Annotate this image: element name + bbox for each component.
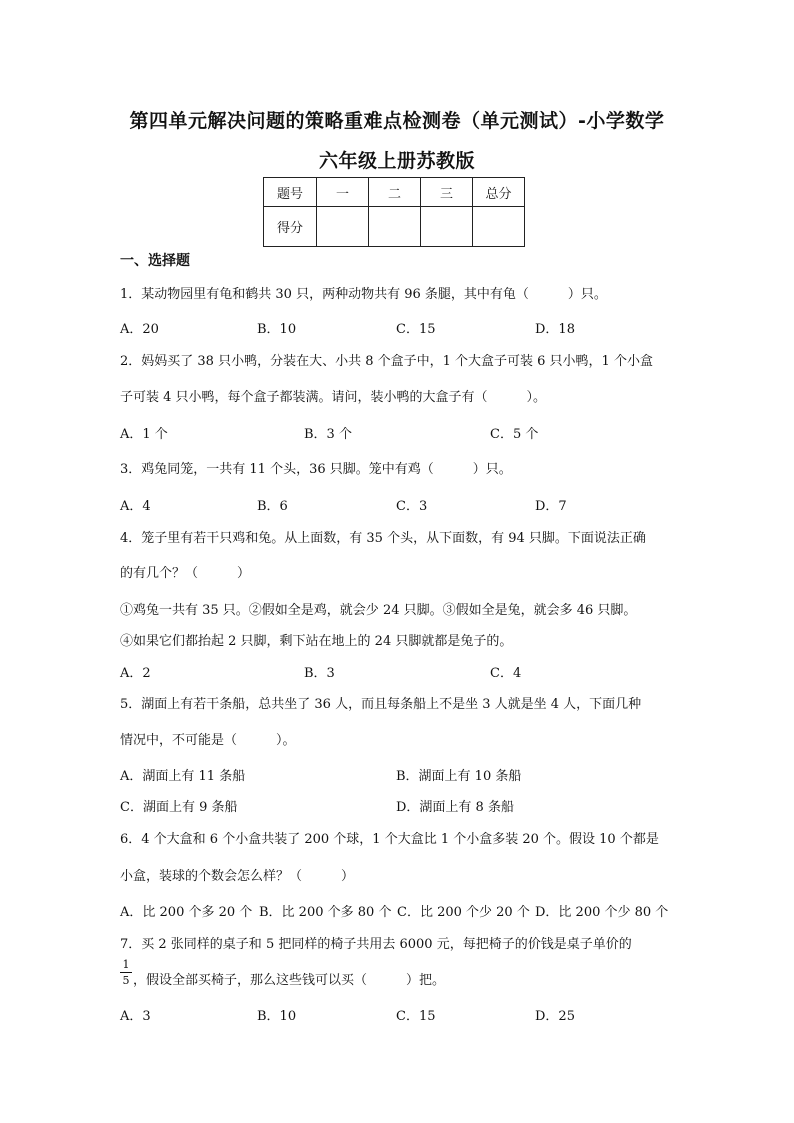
question-4-text-line-2: 的有几个？（ ） — [120, 566, 251, 581]
question-5-text-line-2: 情况中，不可能是（ ）。 — [120, 733, 296, 748]
question-7-option-d[interactable]: D．25 — [535, 1009, 575, 1024]
question-5-option-d[interactable]: D．湖面上有 8 条船 — [396, 800, 514, 815]
question-6-text-line-2: 小盒，装球的个数会怎么样？（ ） — [120, 869, 355, 884]
question-2-option-b[interactable]: B．3 个 — [304, 427, 352, 442]
fraction-numerator: 1 — [122, 958, 130, 971]
question-1-option-b[interactable]: B．10 — [257, 322, 297, 337]
question-6-option-b[interactable]: B．比 200 个多 80 个 — [259, 905, 392, 920]
question-1-option-a[interactable]: A．20 — [120, 322, 159, 337]
question-7-option-b[interactable]: B．10 — [257, 1009, 297, 1024]
score-table-header-cell: 总分 — [473, 178, 525, 207]
document-title-line-2: 六年级上册苏教版 — [318, 150, 475, 172]
fraction-denominator: 5 — [122, 974, 130, 987]
question-6-text-line-1: 6．4 个大盒和 6 个小盒共装了 200 个球，1 个大盒比 1 个小盒多装 20 个。假设 10 个都是 — [120, 832, 659, 847]
question-6-option-d[interactable]: D．比 200 个少 80 个 — [535, 905, 669, 920]
question-4-option-c[interactable]: C．4 — [490, 666, 522, 681]
question-7-text-line-2: ，假设全部买椅子，那么这些钱可以买（ ）把。 — [133, 973, 446, 988]
question-2-text-line-2: 子可装 4 只小鸭，每个盒子都装满。请问，装小鸭的大盒子有（ ）。 — [120, 390, 547, 405]
question-3-option-a[interactable]: A．4 — [120, 499, 151, 514]
score-table-header-cell: 二 — [369, 178, 421, 207]
question-6-option-c[interactable]: C．比 200 个少 20 个 — [397, 905, 530, 920]
score-table-score-row — [264, 207, 525, 247]
score-table-header-cell: 题号 — [264, 178, 317, 207]
question-7-option-c[interactable]: C．15 — [396, 1009, 436, 1024]
score-table-header-cell: 三 — [421, 178, 473, 207]
score-table — [263, 177, 525, 247]
question-2-option-a[interactable]: A．1 个 — [120, 427, 168, 442]
fraction-bar — [120, 972, 132, 973]
score-table-row-label: 得分 — [264, 207, 317, 247]
score-entry-cell[interactable] — [473, 207, 525, 247]
question-4-text-line-1: 4．笼子里有若干只鸡和兔。从上面数，有 35 个头，从下面数，有 94 只脚。下面说法正确 — [120, 531, 646, 546]
question-4-statement-line-2: ④如果它们都抬起 2 只脚，剩下站在地上的 24 只脚就都是兔子的。 — [120, 634, 513, 649]
score-table-header-cell: 一 — [317, 178, 369, 207]
question-7-text-line-1: 7．买 2 张同样的桌子和 5 把同样的椅子共用去 6000 元，每把椅子的价钱是桌子单价的 — [120, 937, 632, 952]
question-2-option-c[interactable]: C．5 个 — [490, 427, 539, 442]
question-6-option-a[interactable]: A．比 200 个多 20 个 — [120, 905, 253, 920]
question-7-option-a[interactable]: A．3 — [120, 1009, 151, 1024]
question-3-text: 3．鸡兔同笼，一共有 11 个头，36 只脚。笼中有鸡（ ）只。 — [120, 462, 512, 477]
question-3-option-c[interactable]: C．3 — [396, 499, 428, 514]
question-5-option-a[interactable]: A．湖面上有 11 条船 — [120, 769, 246, 784]
question-4-statement-line-1: ①鸡兔一共有 35 只。②假如全是鸡，就会少 24 只脚。③假如全是兔，就会多 46 只脚。 — [120, 603, 637, 618]
question-1-option-d[interactable]: D．18 — [535, 322, 575, 337]
question-5-text-line-1: 5．湖面上有若干条船，总共坐了 36 人，而且每条船上不是坐 3 人就是坐 4 人，下面几种 — [120, 697, 642, 712]
score-entry-cell[interactable] — [421, 207, 473, 247]
question-5-option-b[interactable]: B．湖面上有 10 条船 — [396, 769, 522, 784]
question-3-option-b[interactable]: B．6 — [257, 499, 288, 514]
question-5-option-c[interactable]: C．湖面上有 9 条船 — [120, 800, 238, 815]
question-1-text: 1．某动物园里有龟和鹤共 30 只，两种动物共有 96 条腿，其中有龟（ ）只。 — [120, 287, 607, 302]
question-4-option-a[interactable]: A．2 — [120, 666, 151, 681]
score-entry-cell[interactable] — [317, 207, 369, 247]
question-3-option-d[interactable]: D．7 — [535, 499, 567, 514]
score-table-header-row — [264, 178, 525, 207]
fraction-one-fifth — [120, 958, 132, 987]
question-4-option-b[interactable]: B．3 — [304, 666, 335, 681]
score-entry-cell[interactable] — [369, 207, 421, 247]
question-2-text-line-1: 2．妈妈买了 38 只小鸭，分装在大、小共 8 个盒子中，1 个大盒子可装 6 只小鸭，1 个小盒 — [120, 354, 653, 369]
section-title: 一、选择题 — [120, 253, 190, 269]
document-title-line-1: 第四单元解决问题的策略重难点检测卷（单元测试）-小学数学 — [129, 110, 665, 132]
question-1-option-c[interactable]: C．15 — [396, 322, 436, 337]
